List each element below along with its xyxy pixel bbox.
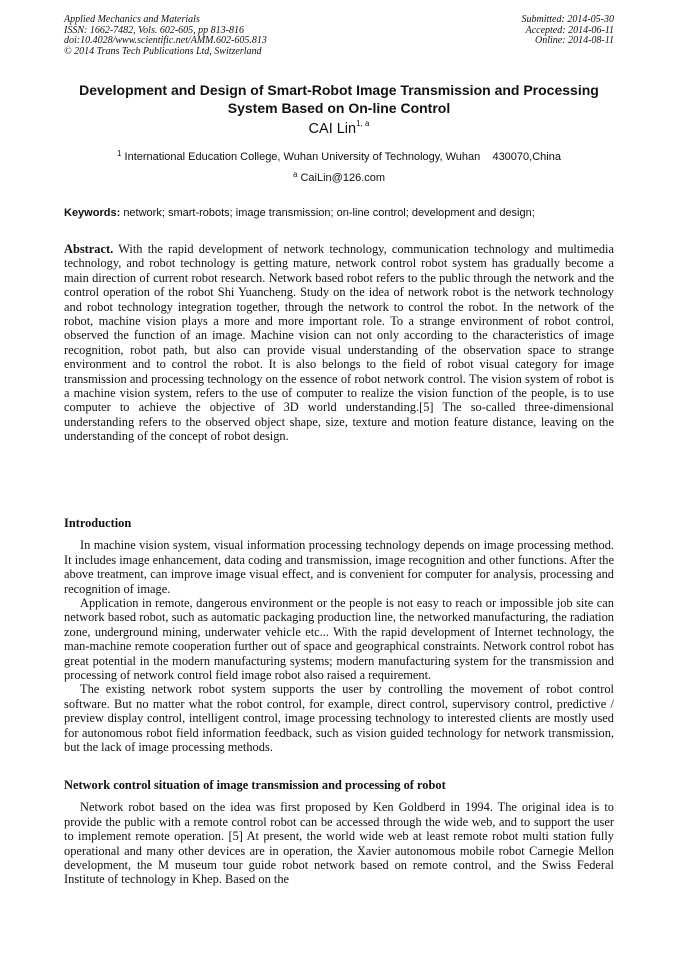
email-line — [0, 172, 678, 184]
network-control-section — [64, 778, 614, 887]
journal-name: Applied Mechanics and Materials — [64, 14, 200, 25]
author-superscript: 1, a — [356, 119, 370, 128]
author-email: CaiLin@126.com — [300, 172, 386, 184]
doi-line: doi:10.4028/www.scientific.net/AMM.602-605.813 — [64, 35, 267, 47]
keywords-text: network; smart-robots; image transmission; on-line control; development and design; — [123, 207, 535, 219]
abstract-text: With the rapid development of network technology, communication technology and multimedia technology, and robot technology is getting mature, network control robot system has gradually become a main direction of current robot research. Network based robot refers to the public through the network and the control operation of the robot Shi Yuancheng. Study on the idea of network robot is the network technology and robot technology integration together, through the network to control the robot. In the network of the robot, machine vision plays a more and more important role. To a strange environment of robot control, observed the function of an image. Machine vision can not only according to the characteristics of image recognition, robot path, but also can provide visual understanding of the observation space to strange environment and to control the robot. It is also belongs to the field of robot visual category for image transmission and processing technology on the essence of robot network control. The vision system of robot is a machine vision system, refers to the use of computer to realize the vision function of the people, is to use computer to achieve the objective of 3D world understanding.[5] The so-called three-dimensional understanding refers to the observed object shape, size, texture and motion feature distance, leaving on the understanding of the concept of robot design. — [64, 242, 614, 444]
author-name: CAI Lin — [308, 121, 357, 137]
affiliation-superscript: 1 — [117, 149, 122, 158]
network-control-heading: Network control situation of image transmission and processing of robot — [64, 778, 446, 792]
abstract-label: Abstract. — [64, 242, 114, 256]
network-control-paragraph-1: Network robot based on the idea was first proposed by Ken Goldberd in 1994. The original idea is to provide the public with a remote control robot can be accessed through the wide web, and to support the user to implement remote operation. [5] At present, the world wide web at least remote robot multi station fully operational and many other devices are in operation, the Xavier autonomous mobile robot Carnegie Mellon development, the M museum tour guide robot network based on remote control, and the Swiss Federal Institute of technology in Khep. Based on the — [64, 800, 614, 887]
affiliation-line — [0, 151, 678, 163]
author-line — [0, 121, 678, 137]
introduction-heading: Introduction — [64, 516, 132, 530]
issn-line: ISSN: 1662-7482, Vols. 602-605, pp 813-816 — [64, 24, 244, 36]
accepted-date: Accepted: 2014-06-11 — [525, 24, 614, 36]
online-date: Online: 2014-08-11 — [535, 35, 614, 47]
affiliation-text: International Education College, Wuhan University of Technology, Wuhan 430070,China — [124, 151, 561, 163]
paper-title: Development and Design of Smart-Robot Image Transmission and Processing System Based on On-line Control — [79, 82, 599, 116]
journal-header-left — [64, 15, 267, 57]
abstract-section — [64, 242, 614, 444]
keywords-label: Keywords: — [64, 207, 121, 219]
intro-paragraph-3: The existing network robot system supports the user by controlling the movement of robot control software. But no matter what the robot control, for example, direct control, supervisory control, predictive / preview display control, intelligent control, image processing technology to interested clients are mostly used for autonomous robot field information feedback, such as vision guided technology for network transmission, but the lack of image processing methods. — [64, 682, 614, 755]
intro-paragraph-2: Application in remote, dangerous environment or the people is not easy to reach or impossible job site can network based robot, such as automatic packaging production line, the networked manufacturing, the radiation zone, underground mining, underwater vehicle etc... With the rapid development of Internet technology, the man-machine remote cooperation further out of space and geographical constraints. Network control robot has great potential in the modern manufacturing systems; modern manufacturing system for the transmission and processing of network control field image robot also raised a requirement. — [64, 596, 614, 683]
journal-header-right — [522, 15, 615, 47]
intro-paragraph-1: In machine vision system, visual information processing technology depends on image processing method. It includes image enhancement, data coding and transmission, image recognition and other functions. After the above treatment, can improve image visual effect, and is convenient for computer for analysis, processing and recognition of image. — [64, 538, 614, 596]
email-superscript: a — [292, 170, 298, 179]
copyright-line: © 2014 Trans Tech Publications Ltd, Switzerland — [64, 45, 262, 57]
abstract-paragraph — [64, 242, 614, 444]
keywords-line — [64, 207, 624, 219]
introduction-section — [64, 516, 614, 755]
submitted-date: Submitted: 2014-05-30 — [521, 14, 614, 25]
